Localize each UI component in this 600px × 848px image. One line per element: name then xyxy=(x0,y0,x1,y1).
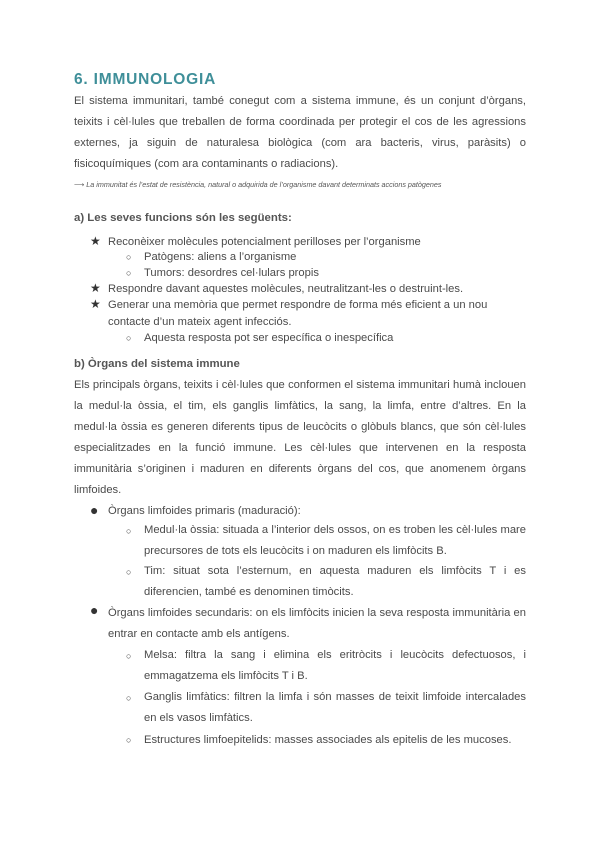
functions-heading: a) Les seves funcions són les següents: xyxy=(74,212,292,224)
function-item: Generar una memòria que permet respondre de forma més eficient a un nou contacte d’un mateix agent infecciós. xyxy=(108,299,488,328)
circle-bullet-icon: ○ xyxy=(126,252,132,262)
organs-paragraph: Els principals òrgans, teixits i cèl·lules que conformen el sistema immunitari humà inclouen la medul·la òssia, el tim, els ganglis limfàtics, la sang, la limfa, entre d’altres. En la medul·la òssia es generen diferents tipus de leucòcits o glòbuls blancs, que són cèl·lules especialitzades en la funció immune. Les cèl·lules que intervenen en la resposta immunitària s’originen i maduren en diferents òrgans del cos, que anomenem òrgans limfoides. xyxy=(74,379,526,496)
circle-bullet-icon: ○ xyxy=(126,735,132,745)
organ-subitem: Ganglis limfàtics: filtren la limfa i són masses de teixit limfoide intercalades en els vasos limfàtics. xyxy=(144,691,526,724)
organ-subitem: Estructures limfoepitelids: masses associades als epitelis de les mucoses. xyxy=(144,734,512,746)
circle-bullet-icon: ○ xyxy=(126,693,132,703)
organ-subitem: Tim: situat sota l’esternum, en aquesta maduren els limfòcits T i es diferencien, també es denominen timòcits. xyxy=(144,565,526,598)
circle-bullet-icon: ○ xyxy=(126,651,132,661)
circle-bullet-icon: ○ xyxy=(126,333,132,343)
circle-bullet-icon: ○ xyxy=(126,268,132,278)
disc-bullet-icon: ● xyxy=(90,502,99,518)
organ-subitem: Melsa: filtra la sang i elimina els eritròcits i leucòcits defectuosos, i emmagatzema els limfòcits T i B. xyxy=(144,649,526,682)
section-title: 6. IMMUNOLOGIA xyxy=(74,71,217,88)
organ-item: Òrgans limfoides secundaris: on els limfòcits inicien la seva resposta immunitària en entrar en contacte amb els antígens. xyxy=(108,607,526,640)
star-bullet-icon: ★ xyxy=(90,297,101,311)
function-subitem: Tumors: desordres cel·lulars propis xyxy=(144,267,319,279)
circle-bullet-icon: ○ xyxy=(126,526,132,536)
organs-heading: b) Òrgans del sistema immune xyxy=(74,358,240,370)
disc-bullet-icon: ● xyxy=(90,602,99,618)
circle-bullet-icon: ○ xyxy=(126,567,132,577)
immunity-note: ⟶ La immunitat és l’estat de resistència, natural o adquirida de l’organisme davant determinats accions patògenes xyxy=(74,180,442,189)
intro-paragraph: El sistema immunitari, també conegut com a sistema immune, és un conjunt d’òrgans, teixits i cèl·lules que treballen de forma coordinada per protegir el cos de les agressions externes, ja siguin de naturalesa biològica (com ara bacteris, virus, paràsits) o fisicoquímiques (com ara contaminants o radiacions). xyxy=(74,95,526,170)
organ-subitem: Medul·la òssia: situada a l’interior dels ossos, on es troben les cèl·lules mare precursores de tots els leucòcits i on maduren els limfòcits B. xyxy=(144,524,526,557)
organ-item: Òrgans limfoides primaris (maduració): xyxy=(108,505,301,517)
function-subitem: Aquesta resposta pot ser específica o inespecífica xyxy=(144,332,394,344)
star-bullet-icon: ★ xyxy=(90,281,101,295)
function-item: Respondre davant aquestes molècules, neutralitzant-les o destruint-les. xyxy=(108,283,464,295)
star-bullet-icon: ★ xyxy=(90,234,101,248)
function-item: Reconèixer molècules potencialment perilloses per l’organisme xyxy=(108,236,421,248)
function-subitem: Patògens: aliens a l’organisme xyxy=(144,251,297,263)
